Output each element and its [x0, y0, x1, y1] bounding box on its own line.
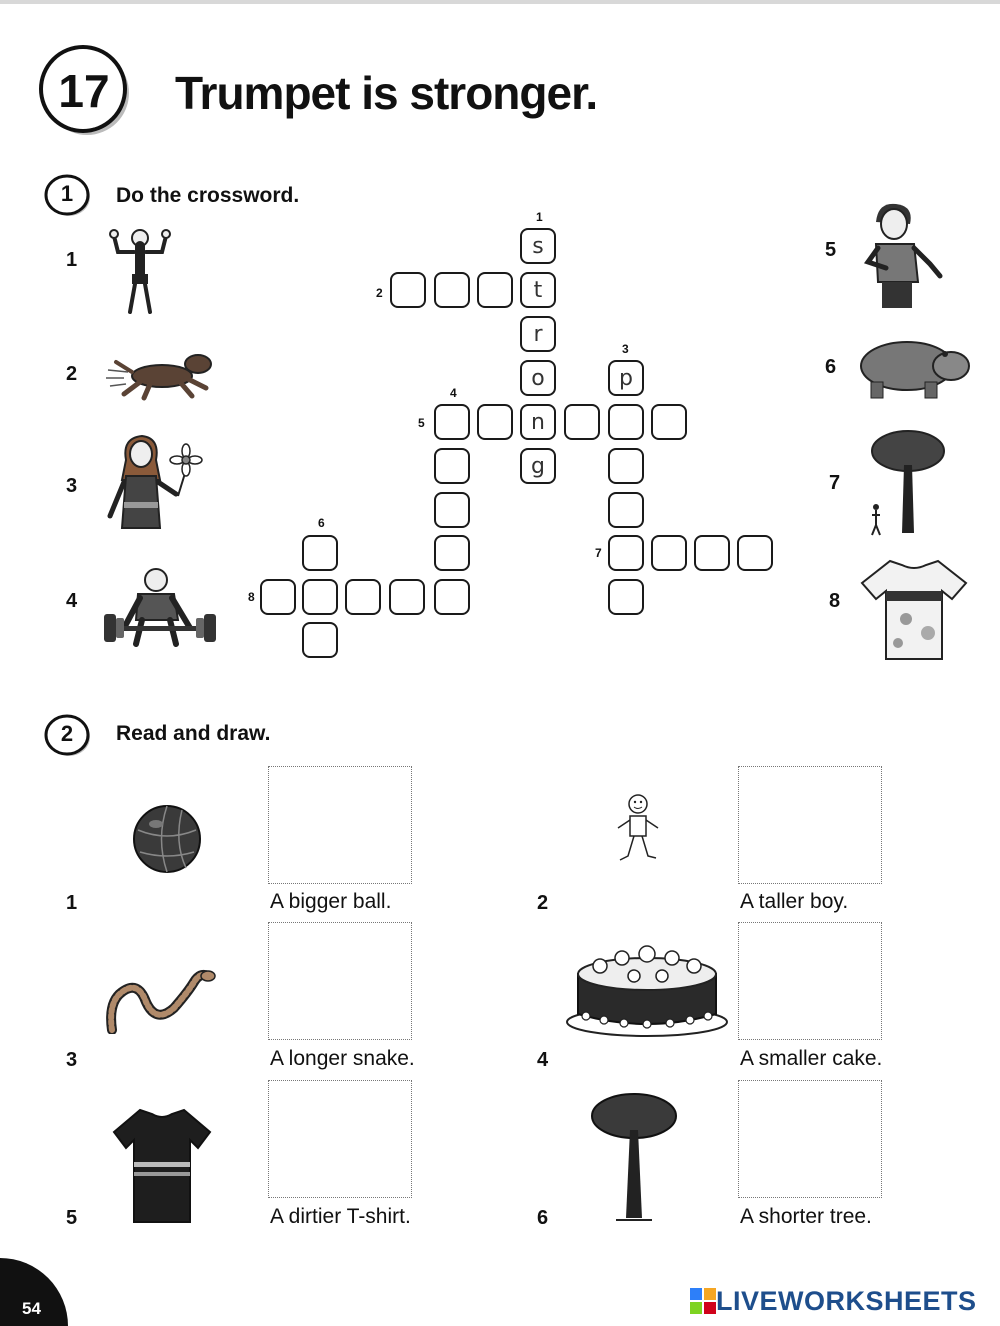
- drawing-box-2[interactable]: [738, 766, 882, 884]
- picture-number: 4: [66, 590, 78, 612]
- top-rule: [0, 0, 1000, 4]
- crossword-cell[interactable]: n: [520, 404, 556, 440]
- crossword-cell[interactable]: [390, 272, 426, 308]
- brand-name: LIVEWORKSHEETS: [716, 1285, 977, 1316]
- brand-logo: [690, 1286, 977, 1316]
- clue-number: 2: [376, 286, 383, 300]
- crossword-cell[interactable]: r: [520, 316, 556, 352]
- crossword-cell[interactable]: t: [520, 272, 556, 308]
- crossword-cell[interactable]: [345, 579, 381, 615]
- drawing-box-6[interactable]: [738, 1080, 882, 1198]
- item-caption: A longer snake.: [270, 1047, 415, 1070]
- picture-number: 3: [66, 475, 78, 497]
- crossword-cell[interactable]: [434, 272, 470, 308]
- unit-number: 17: [58, 65, 110, 117]
- crossword-cell[interactable]: [608, 448, 644, 484]
- clue-number: 8: [248, 590, 255, 604]
- picture-number: 7: [829, 472, 841, 494]
- crossword-cell[interactable]: [651, 535, 687, 571]
- weightlifter-icon: [98, 562, 222, 650]
- crossword-cell[interactable]: [434, 535, 470, 571]
- clue-number: 6: [318, 516, 325, 530]
- item-number: 4: [537, 1049, 549, 1071]
- ball-icon: [130, 802, 204, 876]
- crossword-cell[interactable]: [434, 448, 470, 484]
- drawing-box-4[interactable]: [738, 922, 882, 1040]
- section2-number: 2: [60, 721, 74, 746]
- girl-with-flower-icon: [100, 430, 208, 530]
- tall-tree-icon: [862, 425, 948, 537]
- item-number: 3: [66, 1049, 78, 1071]
- brand-logo-icon: [690, 1288, 716, 1314]
- picture-number: 2: [66, 363, 78, 385]
- section1-title: Do the crossword.: [116, 184, 300, 207]
- crossword-cell[interactable]: p: [608, 360, 644, 396]
- item-caption: A bigger ball.: [270, 890, 392, 913]
- crossword-cell[interactable]: [434, 492, 470, 528]
- stick-boy-icon: [606, 792, 666, 872]
- picture-number: 6: [825, 356, 837, 378]
- crossword-cell[interactable]: [694, 535, 730, 571]
- page-number: 54: [22, 1299, 41, 1318]
- crossword-cell[interactable]: [302, 579, 338, 615]
- tree-icon: [586, 1090, 682, 1224]
- section2-title: Read and draw.: [116, 722, 271, 745]
- crossword-cell[interactable]: [737, 535, 773, 571]
- crossword-cell[interactable]: [434, 404, 470, 440]
- clue-number: 4: [450, 386, 457, 400]
- crossword-cell[interactable]: s: [520, 228, 556, 264]
- item-caption: A smaller cake.: [740, 1047, 883, 1070]
- crossword-cell[interactable]: [608, 404, 644, 440]
- item-caption: A shorter tree.: [740, 1205, 872, 1228]
- drawing-box-5[interactable]: [268, 1080, 412, 1198]
- crossword-cell[interactable]: [302, 535, 338, 571]
- drawing-box-3[interactable]: [268, 922, 412, 1040]
- drawing-box-1[interactable]: [268, 766, 412, 884]
- section1-number: 1: [60, 181, 74, 206]
- picture-number: 5: [825, 239, 837, 261]
- tshirt-icon: [110, 1104, 214, 1226]
- strongman-icon: [104, 222, 176, 316]
- clue-number: 5: [418, 416, 425, 430]
- picture-number: 8: [829, 590, 841, 612]
- dirty-tshirt-icon: [858, 555, 970, 665]
- crossword-cell[interactable]: [389, 579, 425, 615]
- crossword-cell[interactable]: [302, 622, 338, 658]
- crossword-cell[interactable]: [477, 272, 513, 308]
- item-caption: A dirtier T-shirt.: [270, 1205, 411, 1228]
- item-caption: A taller boy.: [740, 890, 849, 913]
- unit-title: Trumpet is stronger.: [175, 67, 598, 119]
- crossword-cell[interactable]: [434, 579, 470, 615]
- running-dog-icon: [102, 348, 222, 403]
- hippo-icon: [855, 332, 975, 402]
- clue-number: 1: [536, 210, 543, 224]
- snake-icon: [104, 962, 216, 1034]
- crossword-cell[interactable]: [608, 579, 644, 615]
- item-number: 6: [537, 1207, 549, 1229]
- crossword-cell[interactable]: [564, 404, 600, 440]
- crossword-cell[interactable]: [608, 492, 644, 528]
- cake-icon: [564, 934, 730, 1040]
- crossword-cell[interactable]: [260, 579, 296, 615]
- item-number: 5: [66, 1207, 78, 1229]
- item-number: 1: [66, 892, 78, 914]
- crossword-cell[interactable]: [477, 404, 513, 440]
- crossword-cell[interactable]: [608, 535, 644, 571]
- crossword-cell[interactable]: g: [520, 448, 556, 484]
- crossword-cell[interactable]: o: [520, 360, 556, 396]
- boy-icon: [860, 200, 944, 312]
- picture-number: 1: [66, 249, 78, 271]
- item-number: 2: [537, 892, 549, 914]
- clue-number: 7: [595, 546, 602, 560]
- crossword-cell[interactable]: [651, 404, 687, 440]
- clue-number: 3: [622, 342, 629, 356]
